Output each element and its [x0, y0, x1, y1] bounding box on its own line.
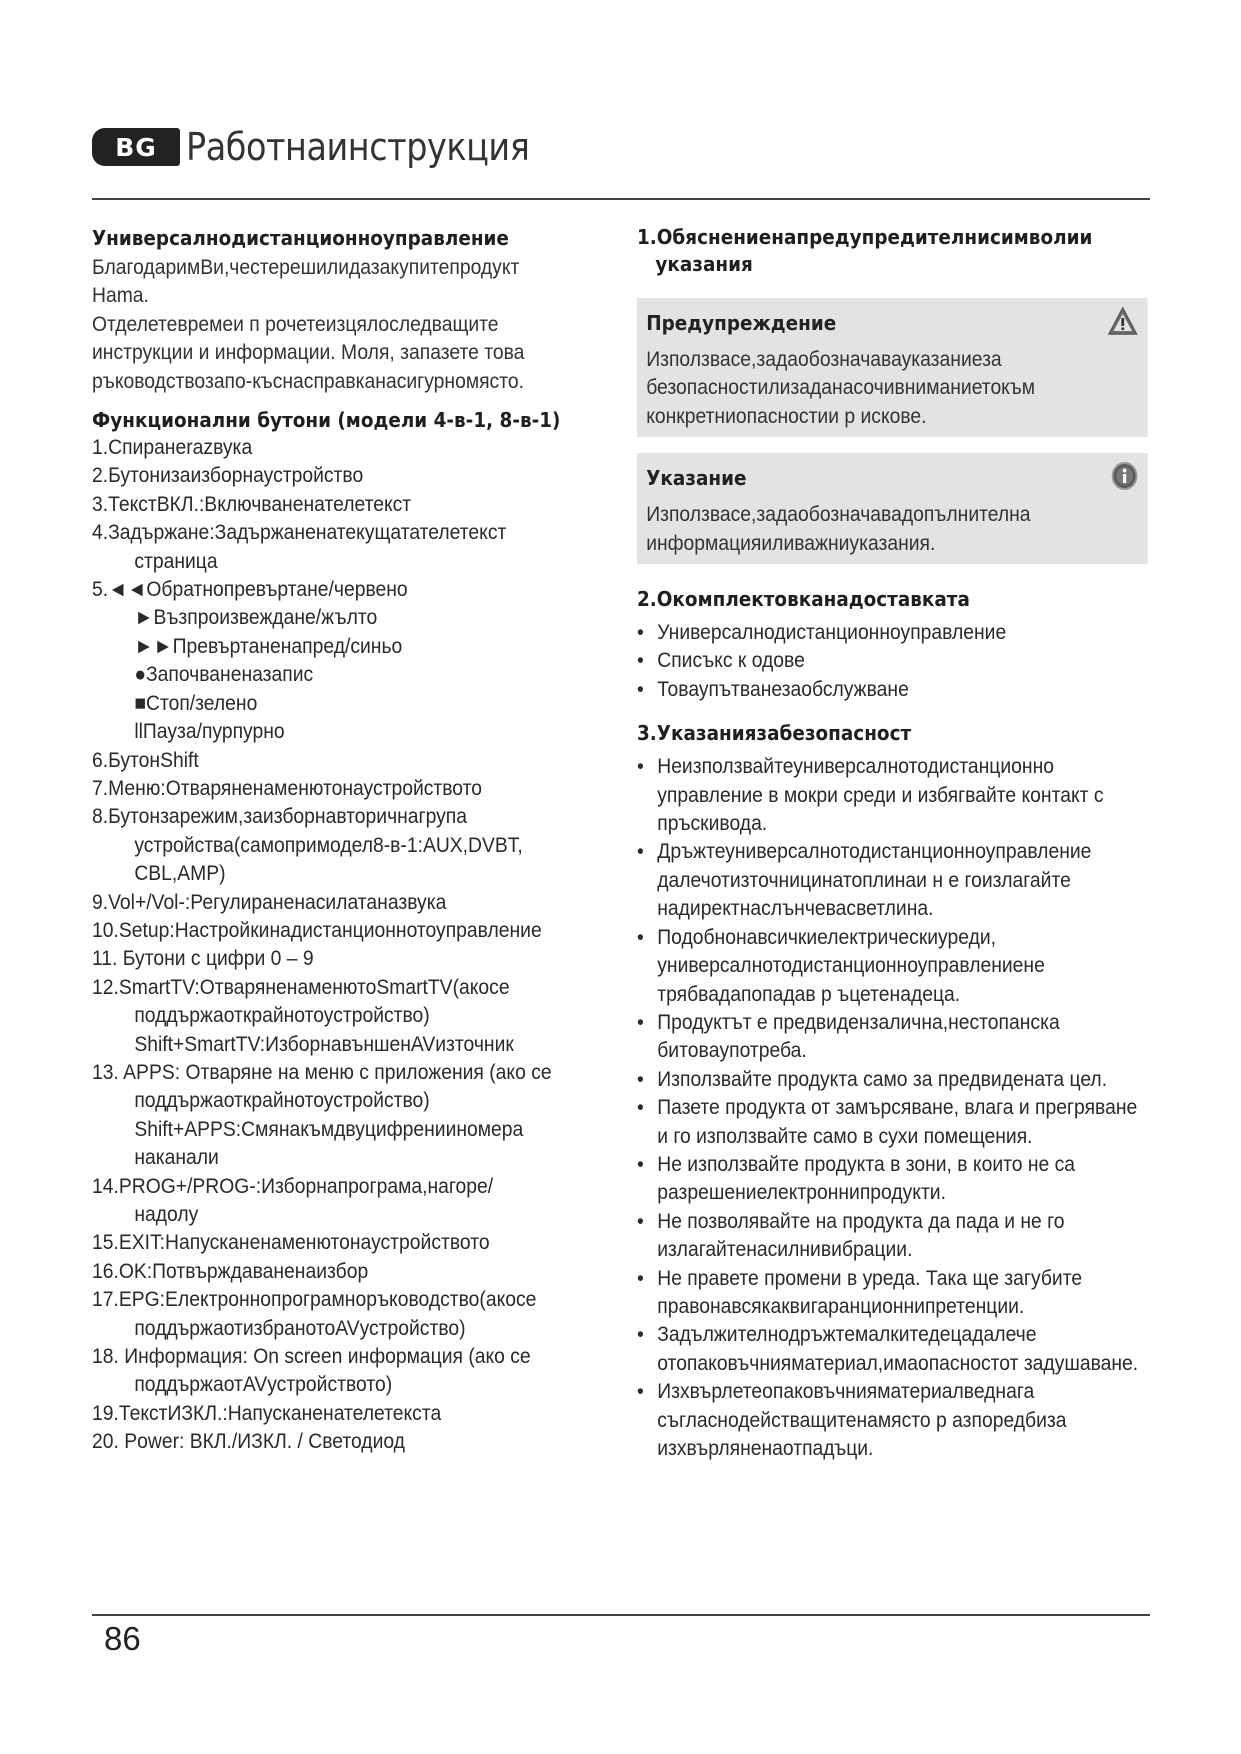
safety-item-text: Не позволявайте на продукта да пада и не го излагайтенасилнивибрации.	[657, 1209, 1065, 1262]
safety-item-text: Неизползвайтеуниверсалнотодистанционно управление в мокри среди и избягвайте контакт с пръскивода.	[657, 755, 1104, 836]
function-text: устройства(самопримодел8-в-1:AUX,DVBT,	[134, 833, 523, 857]
safety-item	[637, 838, 1148, 923]
function-number: 17.	[92, 1288, 119, 1312]
function-number: 9.	[92, 890, 109, 914]
function-item	[92, 775, 570, 803]
function-text: ●Започваненазапис	[134, 663, 314, 687]
function-text: Setup:Настройкинадистанционнотоуправление	[118, 918, 542, 942]
function-text: Бутонизаизборнаустройство	[108, 464, 364, 488]
intro-line: БлагодаримВи,честерешилидазакупитепродукт	[92, 256, 520, 279]
function-number: 11.	[92, 947, 118, 971]
safety-item-text: Дръжтеуниверсалнотодистанционноуправление далечотизточницинатоплинаи н е гоизлагайте надиректнаслънчевасветлина.	[657, 840, 1092, 921]
safety-item	[637, 1066, 1148, 1094]
function-text: поддържаоткрайнотоустройство)	[134, 1089, 430, 1113]
function-text: Power: ВКЛ./ИЗКЛ. / Светодиод	[118, 1430, 405, 1454]
bottom-divider	[92, 1614, 1150, 1616]
safety-item-text: Не правете промени в уреда. Така ще загубите правонавсякаквигаранционнипретенции.	[657, 1266, 1083, 1318]
intro-line: Отделетевремеи п рочетеизцялоследващите	[92, 312, 499, 336]
package-item	[637, 676, 1148, 704]
function-item	[92, 491, 570, 519]
function-number: 4.	[92, 521, 109, 545]
safety-item	[637, 1094, 1148, 1151]
function-number: 3.	[92, 492, 109, 516]
intro-text	[92, 254, 570, 396]
function-text: APPS: Отваряне на меню с приложения (ако се	[118, 1060, 552, 1084]
bullet-icon: •	[637, 1152, 644, 1176]
function-item	[92, 1343, 570, 1400]
safety-item	[637, 1378, 1148, 1463]
safety-item-text: Задължителнодръжтемалкитедецадалече отопаковъчнияматериал,имаопасностот задушаване.	[657, 1323, 1139, 1375]
note-text: Използвасе,задаобозначавадопълнителна информацияиливажниуказания.	[646, 503, 1031, 555]
function-text: ТекстВКЛ.:Включваненателетекст	[108, 492, 412, 516]
function-number: 14.	[92, 1174, 119, 1198]
safety-item	[637, 1151, 1148, 1208]
function-text: Спиранеrazвука	[108, 436, 253, 460]
function-item	[92, 434, 570, 462]
function-text: SmartTV:ОтваряненаменютоSmartTV(акосе	[118, 975, 510, 999]
note-title: Указание	[646, 466, 747, 491]
right-column	[637, 224, 1147, 1463]
function-number: 15.	[92, 1231, 119, 1255]
intro-line: ръководствозапо-къснасправканасигурномясто.	[92, 369, 524, 393]
function-text: PROG+/PROG-:Изборнапрограма,нагоре/	[118, 1174, 494, 1198]
page-number: 86	[104, 1620, 141, 1657]
function-text: поддържаотAVустройството)	[134, 1373, 393, 1397]
function-item	[92, 1286, 570, 1343]
function-number: 12.	[92, 975, 119, 999]
function-text: поддържаоткрайнотоустройство)	[134, 1004, 430, 1028]
function-text: ТекстИЗКЛ.:Напусканенателетекста	[118, 1401, 442, 1425]
bullet-icon: •	[637, 1096, 644, 1120]
bullet-icon: •	[637, 677, 644, 701]
function-text: Меню:Отваряненаменютонаустройството	[108, 776, 483, 800]
bullet-icon: •	[637, 755, 644, 779]
function-text: надолу	[134, 1203, 199, 1226]
bullet-icon: •	[637, 925, 644, 949]
function-item	[92, 1400, 570, 1428]
section-3-title: 3.Указаниязабезопасност	[637, 721, 912, 746]
safety-item-text: Изхвърлетеопаковъчнияматериалведнага съгласнодействащитенамясто р азпоредбиза изхвърляненаотпадъци.	[657, 1380, 1067, 1460]
safety-item-text: Не използвайте продукта в зони, в които не са разрешениелектроннипродукти.	[657, 1152, 1076, 1205]
function-text: EXIT:Напусканенаменютонаустройството	[118, 1231, 490, 1255]
function-item	[92, 1258, 570, 1286]
function-number: 13.	[92, 1060, 119, 1084]
function-item	[92, 974, 570, 1059]
function-item	[92, 917, 570, 945]
safety-item	[637, 924, 1148, 1009]
package-item	[637, 619, 1148, 647]
function-item	[92, 576, 570, 746]
function-text: Информация: On screen информация (ако се	[118, 1345, 531, 1369]
safety-item	[637, 1208, 1148, 1265]
safety-item-text: Продуктът е предвидензаличнa,нестопанска битовaупотреба.	[657, 1010, 1060, 1063]
function-number: 10.	[92, 918, 119, 942]
package-item	[637, 647, 1148, 675]
bullet-icon: •	[637, 1380, 644, 1404]
function-text: Vol+/Vol-:Регулираненасилатаназвука	[108, 890, 447, 914]
safety-item-text: Пазете продукта от замърсяване, влага и прегряване и го използвайте само в сухи помещения.	[657, 1096, 1138, 1148]
safety-item	[637, 1009, 1148, 1066]
warning-title: Предупреждение	[646, 311, 837, 335]
functions-heading: Функционални бутони (модели 4-в-1, 8-в-1)	[92, 408, 561, 433]
package-item-text: Универсалнодистанционноуправление	[657, 621, 1007, 645]
function-item	[92, 889, 570, 917]
note-box	[637, 453, 1148, 564]
package-list	[637, 619, 1148, 704]
safety-item-text: Подобнонавсичкиелектрическиуреди, универсалнотодистанционноуправлениене трябвадапопадав р ъцетенадеца.	[657, 925, 1045, 1006]
warning-text: Използвасе,задаобозначавауказаниеза безопасностилизаданасочивниманиетокъм конкретниопасностии р искове.	[646, 348, 1036, 428]
function-item	[92, 1173, 570, 1230]
warning-box	[637, 298, 1148, 437]
function-number: 20.	[92, 1430, 119, 1454]
function-number: 5.	[92, 578, 109, 602]
function-item	[92, 519, 570, 576]
function-text: Задържане:Задържаненатекущатателетекст	[108, 521, 507, 545]
function-number: 19.	[92, 1401, 119, 1425]
function-text: наканали	[134, 1146, 219, 1170]
intro-line: инструкции и информации. Моля, запазете това	[92, 341, 525, 365]
safety-list	[637, 753, 1148, 1463]
function-item	[92, 1428, 570, 1456]
bullet-icon: •	[637, 1266, 644, 1290]
bullet-icon: •	[637, 649, 644, 673]
bullet-icon: •	[637, 1209, 644, 1233]
function-text: Бутони с цифри 0 – 9	[117, 947, 314, 971]
function-item	[92, 945, 570, 973]
package-item-text: Товаупътванезаобслужване	[657, 677, 909, 701]
function-text: OK:Потвърждаваненаизбор	[118, 1259, 369, 1283]
section-2-title: 2.Окомплектовканадоставката	[637, 587, 970, 612]
bullet-icon: •	[637, 840, 644, 864]
bullet-icon: •	[637, 1323, 644, 1347]
language-badge: BG	[92, 128, 180, 166]
function-text: Бутонзарежим,заизборнавторичнагрупа	[108, 805, 468, 829]
intro-line: Hama.	[92, 284, 149, 308]
package-item-text: Списъкс к одове	[657, 649, 805, 673]
function-text: ■Стоп/зелено	[134, 691, 258, 715]
function-number: 16.	[92, 1259, 119, 1283]
function-item	[92, 747, 570, 775]
function-number: 7.	[92, 776, 109, 800]
function-text: llПауза/пурпурно	[134, 720, 285, 744]
function-item	[92, 803, 570, 888]
safety-item	[637, 753, 1148, 838]
function-text: EPG:Електроннопрограмноръководство(акосе	[118, 1288, 537, 1312]
function-text: ►Възпроизвеждане/жълто	[134, 606, 378, 630]
function-item	[92, 1229, 570, 1257]
bullet-icon: •	[637, 1067, 644, 1091]
top-divider	[92, 198, 1150, 200]
safety-item	[637, 1321, 1148, 1378]
function-number: 18.	[92, 1345, 119, 1369]
left-column	[92, 224, 612, 1457]
function-number: 2.	[92, 464, 109, 488]
function-text: БутонShift	[108, 748, 199, 772]
function-text: Shift+APPS:Смянакъмдвуцифренииномера	[134, 1117, 524, 1141]
function-number: 1.	[92, 436, 109, 460]
function-text: CBL,AMP)	[134, 862, 226, 886]
function-text: ►►Превъртаненапред/синьо	[134, 634, 403, 658]
function-text: поддържаотизбранотоAVустройство)	[134, 1316, 466, 1340]
safety-item-text: Използвайте продукта само за предвидената цел.	[657, 1067, 1108, 1091]
warning-triangle-icon	[1107, 306, 1138, 344]
document-title: Работнаинструкция	[186, 125, 530, 169]
remote-heading: Универсалнодистанционноуправление	[92, 226, 509, 250]
page-header	[92, 124, 576, 170]
function-item	[92, 462, 570, 490]
function-text: ◄◄Обратнопревъртане/червено	[108, 578, 408, 602]
section-1-title: 1.Обяснениенапредупредителнисимволии указания	[637, 225, 1093, 276]
function-text: страница	[134, 549, 218, 573]
bullet-icon: •	[637, 621, 644, 645]
function-text: Shift+SmartTV:ИзборнавъншенAVизточник	[134, 1032, 514, 1056]
function-number: 8.	[92, 805, 109, 829]
bullet-icon: •	[637, 1010, 644, 1034]
functions-list	[92, 434, 570, 1457]
function-number: 6.	[92, 748, 109, 772]
safety-item	[637, 1265, 1148, 1322]
info-icon	[1111, 461, 1139, 499]
function-item	[92, 1059, 570, 1173]
